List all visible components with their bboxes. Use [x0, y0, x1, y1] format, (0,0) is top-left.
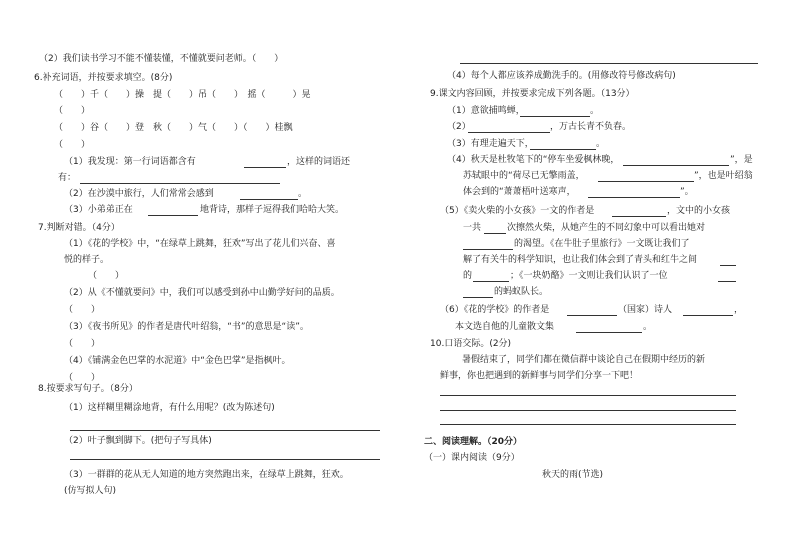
question-9-title: 9.课文内容回顾，并按要求完成下列各题。（13分） — [430, 89, 635, 99]
q7-2-answer[interactable]: （ ） — [64, 305, 101, 315]
q9-1-end: 。 — [590, 106, 600, 116]
q9-4-text-3: 体会到的“萧萧梧叶送寒声， — [463, 187, 576, 197]
q6-1-blank[interactable] — [244, 167, 286, 168]
q6-word-row-2: （ ）谷（ ）登 秋（ ）气（ ）（ ）桂飘 — [54, 123, 293, 133]
q8-2-text: （2）叶子飘到脚下。(把句子写具体) — [64, 436, 212, 446]
q6-1-text-cont: 有： — [58, 173, 77, 183]
q9-6-blank-collection[interactable] — [576, 332, 642, 333]
q6-1-text: （1）我发现：第一行词语都含有 — [64, 157, 196, 167]
q9-6-text-2: （国家）诗人 — [618, 305, 673, 315]
question-7-title: 7.判断对错。（4分） — [38, 223, 120, 233]
q8-3-text-cont: (仿写拟人句) — [64, 486, 117, 496]
q9-5-text: （5）《卖火柴的小女孩》一文的作者是 — [440, 206, 595, 216]
q8-2-answer-line[interactable] — [70, 459, 380, 460]
question-6-title: 6.补充词语，并按要求填空。(8分) — [34, 73, 173, 83]
q9-5-blank-friendship[interactable] — [473, 281, 509, 282]
q8-1-answer-line[interactable] — [70, 430, 380, 431]
q7-3-text: （3）《夜书所见》的作者是唐代叶绍翁，“书”的意思是“读”。 — [64, 322, 309, 332]
q7-1-answer[interactable]: （ ） — [88, 271, 125, 281]
q9-5-blank-captain-2[interactable] — [463, 297, 493, 298]
q9-5-blank-captain[interactable] — [718, 281, 736, 282]
q9-6-text-3: 本文选自他的儿童散文集 — [455, 322, 555, 332]
q6-1-blank-2[interactable] — [80, 183, 280, 184]
q9-6-blank-poet[interactable] — [683, 315, 733, 316]
q9-5-blank-count[interactable] — [484, 233, 506, 234]
passage-title: 秋天的雨(节选) — [542, 470, 604, 480]
q9-1-blank[interactable] — [520, 116, 590, 117]
q9-3-text: （3）有理走遍天下， — [447, 139, 534, 149]
q8-3-text: （3）一群群的花从无人知道的地方突然跑出来，在绿草上跳舞，狂欢。 — [64, 470, 349, 480]
q10-answer-line-3[interactable] — [440, 424, 736, 425]
q9-2-text: ，万古长青不负春。 — [550, 122, 632, 132]
q9-3-blank[interactable] — [530, 149, 596, 150]
q9-5-blank-relation[interactable] — [720, 265, 736, 266]
q9-5-blank-desire[interactable] — [463, 249, 513, 250]
q9-2-blank[interactable] — [468, 132, 550, 133]
q9-2-prefix: （2） — [447, 122, 471, 132]
q7-3-answer[interactable]: （ ） — [64, 339, 101, 349]
q9-6-text-3-end: 。 — [643, 322, 653, 332]
q10-text-2: 鲜事，你也把遇到的新鲜事与同学们分享一下吧！ — [440, 371, 639, 381]
q9-4-blank-3[interactable] — [588, 197, 680, 198]
q9-4-blank-1[interactable] — [623, 165, 729, 166]
q9-4-text-2-end: ”，也是叶绍翁 — [694, 171, 753, 181]
q7-4-text: （4）《铺满金色巴掌的水泥道》中“金色巴掌”是指枫叶。 — [64, 356, 291, 366]
q9-4-blank-2[interactable] — [598, 181, 694, 182]
q9-5-text-2a: 一共 — [463, 223, 482, 233]
q9-6-text: （6）《花的学校》的作者是 — [440, 305, 550, 315]
q6-3-end: 地背诗，那样子逗得我们哈哈大笑。 — [200, 205, 345, 215]
q9-5-text-6: 的蚂蚁队长。 — [494, 287, 549, 297]
q9-4-text-2: 苏轼眼中的“荷尽已无擎雨盖， — [463, 171, 585, 181]
q8-3-answer-line[interactable] — [460, 63, 758, 64]
q9-5-text-4: 解了有关牛的科学知识，也让我们体会到了青头和红牛之间 — [463, 255, 698, 265]
q6-1-text-end: ，这样的词语还 — [287, 157, 351, 167]
q9-5-blank-author[interactable] — [612, 216, 666, 217]
q9-3-end: 。 — [596, 139, 606, 149]
q6-2-text: （2）在沙漠中旅行，人们常常会感到 — [64, 189, 214, 199]
q7-1-text-cont: 悦的样子。 — [64, 255, 110, 265]
q9-4-text-3-end: ”。 — [680, 187, 694, 197]
q6-3-blank[interactable] — [148, 215, 198, 216]
q8-4-text: （4）每个人都应该养成勤洗手的。(用修改符号修改病句) — [447, 71, 676, 81]
question-10-title: 10.口语交际。(2分) — [430, 339, 512, 349]
q9-4-text: （4）秋天是杜牧笔下的“停车坐爱枫林晚， — [447, 155, 620, 165]
q6-word-row-1-cont: （ ） — [54, 106, 91, 116]
q9-5-text-5a: 的 — [463, 271, 473, 281]
q6-2-blank[interactable] — [240, 199, 298, 200]
q8-1-text: （1）这样糊里糊涂地背，有什么用呢？(改为陈述句) — [64, 403, 275, 413]
question-5-2: （2）我们读书学习不能不懂装懂，不懂就要问老师。（ ） — [39, 54, 284, 64]
q9-6-text-end: ， — [734, 305, 744, 315]
q6-word-row-2-cont: （ ） — [54, 140, 91, 150]
q7-2-text: （2）从《不懂就要问》中，我们可以感受到孙中山勤学好问的品质。 — [64, 288, 340, 298]
q9-4-text-end: ”，是 — [730, 155, 753, 165]
section-2-1-title: （一）课内阅读（9分） — [424, 453, 520, 463]
q7-1-text: （1）《花的学校》中，“在绿草上跳舞，狂欢”写出了花儿们兴奋、喜 — [64, 239, 336, 249]
q9-5-text-end: ，文中的小女孩 — [667, 206, 731, 216]
section-2-title: 二、阅读理解。（20分） — [424, 437, 523, 447]
q6-word-row-1: （ ）千（ ）操 提（ ）吊（ ） 摇（ ）晃 — [54, 90, 311, 100]
q9-5-text-3: 的渴望。《在牛肚子里旅行》一文既让我们了 — [514, 239, 690, 249]
q10-text: 暑假结束了，同学们都在微信群中谈论自己在假期中经历的新 — [462, 355, 706, 365]
q6-3-text: （3）小弟弟正在 — [64, 205, 133, 215]
q10-answer-line-1[interactable] — [440, 395, 736, 396]
question-8-title: 8.按要求写句子。（8分） — [38, 384, 138, 394]
q9-6-blank-country[interactable] — [567, 315, 617, 316]
q9-1-text: （1）意欲捕鸣蝉， — [447, 106, 525, 116]
q9-5-text-2b: 次擦然火柴，从她产生的不同幻象中可以看出她对 — [507, 223, 706, 233]
q7-4-answer[interactable]: （ ） — [64, 373, 101, 383]
q6-2-end: 。 — [298, 189, 308, 199]
q9-5-text-5b: ；《一块奶酪》一文则让我们认识了一位 — [510, 271, 668, 281]
q10-answer-line-2[interactable] — [440, 410, 736, 411]
